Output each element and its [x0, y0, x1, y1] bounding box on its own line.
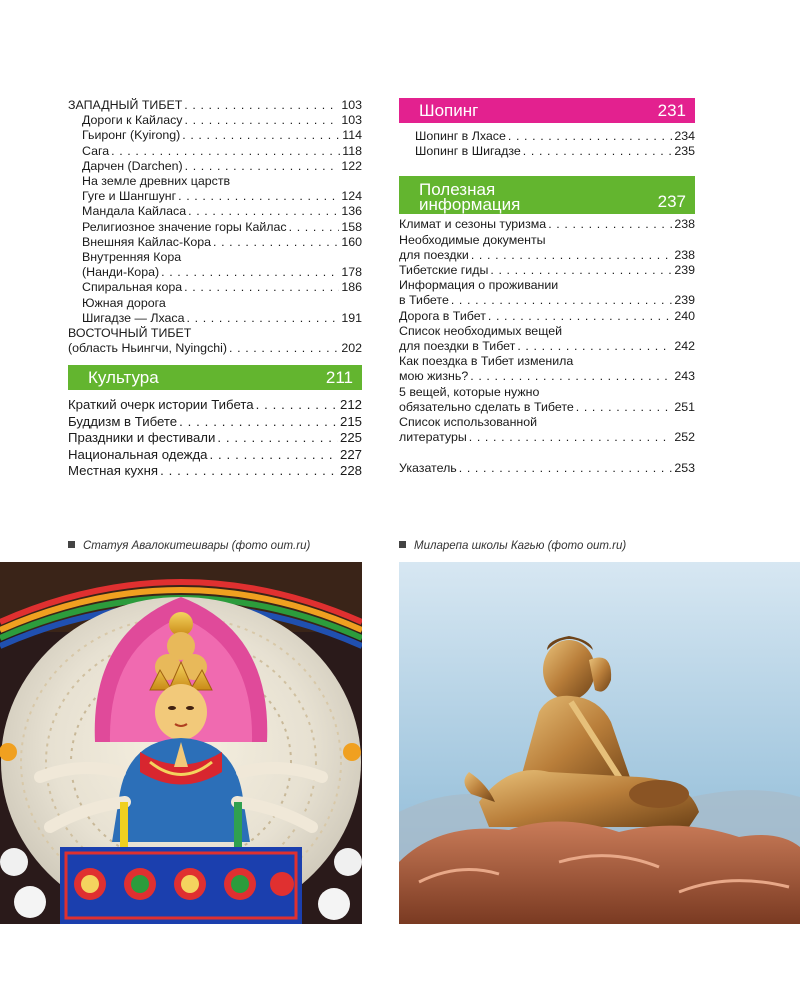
toc-entry-page: 239 [674, 293, 695, 308]
toc-entry[interactable] [415, 129, 695, 144]
toc-entry[interactable] [399, 430, 695, 445]
info-list [399, 217, 695, 445]
toc-entry-page: 160 [341, 234, 362, 249]
index-page: 253 [674, 461, 695, 476]
toc-entry[interactable] [68, 159, 362, 174]
toc-entry-line[interactable]: Список необходимых вещей [399, 323, 563, 338]
toc-entry[interactable] [399, 217, 695, 232]
leader-dots [160, 463, 338, 479]
toc-entry-title: Дорога в Тибет [399, 308, 486, 323]
culture-header-page: 211 [325, 367, 353, 387]
toc-entry-page: 103 [341, 113, 362, 128]
toc-entry-line[interactable]: Необходимые документы [399, 232, 546, 247]
leader-dots [179, 414, 338, 430]
toc-entry-title: Религиозное значение горы Кайлас [82, 219, 287, 234]
toc-entry-page: 251 [674, 399, 695, 414]
west-tibet-list [68, 98, 362, 356]
caption-bullet-icon [68, 541, 75, 548]
toc-entry[interactable] [68, 430, 362, 446]
toc-entry-title: в Тибете [399, 293, 449, 308]
leader-dots [213, 235, 339, 250]
toc-entry-title: Тибетские гиды [399, 263, 489, 278]
caption-right-text: Миларепа школы Кагью (фото oum.ru) [414, 540, 627, 552]
toc-entry[interactable] [399, 400, 695, 415]
toc-entry-page: 118 [342, 143, 362, 158]
shopping-list [399, 129, 695, 159]
toc-entry[interactable] [399, 339, 695, 354]
toc-entry-title: Гьиронг (Kyirong) [82, 128, 181, 143]
culture-header-label: Культура [88, 367, 159, 387]
info-header-label-line1: Полезная [419, 180, 496, 200]
toc-entry-page: 103 [341, 98, 362, 112]
info-header-label [419, 180, 521, 215]
toc-entry-title: Климат и сезоны туризма [399, 217, 547, 232]
toc-entry-page: 238 [674, 217, 695, 232]
milarepa-photo [399, 562, 800, 924]
shopping-header[interactable] [399, 98, 695, 123]
toc-entry-title: Сага [82, 143, 110, 158]
toc-entry-title: Праздники и фестивали [68, 430, 216, 446]
toc-entry[interactable] [399, 309, 695, 324]
toc-entry[interactable] [68, 280, 362, 295]
toc-entry[interactable] [415, 144, 695, 159]
toc-entry-line[interactable]: Информация о проживании [399, 278, 559, 293]
leader-dots [517, 339, 672, 354]
toc-entry-title: Буддизм в Тибете [68, 413, 178, 429]
toc-entry-title: мою жизнь? [399, 369, 469, 384]
toc-entry[interactable] [68, 189, 362, 204]
shopping-header-page: 231 [657, 100, 686, 120]
toc-entry-page: 227 [339, 446, 362, 462]
toc-entry-page: 243 [674, 369, 695, 384]
leader-dots [470, 369, 672, 384]
toc-entry-page: 124 [341, 189, 362, 204]
toc-entry-page: 238 [674, 247, 695, 262]
leader-dots [185, 113, 340, 128]
toc-entry[interactable] [399, 369, 695, 384]
toc-entry[interactable] [68, 341, 362, 356]
leader-dots [469, 430, 673, 445]
info-header-page: 237 [657, 192, 686, 212]
caption-left-text: Статуя Авалокитешвары (фото oum.ru) [83, 540, 311, 552]
toc-entry-title: Внешняя Кайлас-Кора [82, 234, 212, 249]
toc-entry[interactable] [68, 220, 362, 235]
toc-entry-line[interactable]: 5 вещей, которые нужно [399, 384, 540, 399]
leader-dots [523, 144, 673, 159]
toc-entry-title: Местная кухня [68, 463, 159, 479]
index-entry[interactable] [399, 461, 695, 476]
avalokiteshvara-illustration [0, 562, 362, 924]
toc-entry-page: 186 [341, 280, 362, 295]
toc-entry-page: 239 [674, 263, 695, 278]
toc-entry-title: Шопинг в Лхасе [415, 129, 506, 143]
toc-entry-title: Шигадзе — Лхаса [82, 310, 185, 325]
toc-entry[interactable] [68, 463, 362, 479]
toc-entry[interactable] [68, 311, 362, 326]
toc-entry-page: 191 [341, 310, 362, 325]
toc-entry[interactable] [68, 414, 362, 430]
toc-entry[interactable] [68, 98, 362, 113]
leader-dots [459, 461, 673, 476]
leader-dots [187, 311, 340, 326]
leader-dots [576, 400, 673, 415]
leader-dots [184, 98, 339, 113]
toc-entry[interactable] [399, 248, 695, 263]
toc-entry-title: ЗАПАДНЫЙ ТИБЕТ [68, 98, 183, 112]
leader-dots [178, 189, 339, 204]
leader-dots [508, 129, 672, 144]
leader-dots [217, 430, 338, 446]
toc-entry-line[interactable]: Как поездка в Тибет изменила [399, 354, 574, 369]
culture-list [68, 397, 362, 479]
toc-entry-page: 114 [342, 128, 362, 143]
leader-dots [471, 248, 673, 263]
toc-entry-page: 136 [341, 204, 362, 219]
leader-dots [548, 217, 672, 232]
toc-entry-title: Шопинг в Шигадзе [415, 144, 521, 159]
toc-entry-title: литературы [399, 430, 467, 445]
toc-entry[interactable] [68, 144, 362, 159]
info-header[interactable] [399, 176, 695, 214]
toc-entry-title: Гуге и Шангшунг [82, 189, 177, 204]
leader-dots [210, 447, 338, 463]
toc-entry-title: (область Ньингчи, Nyingchi) [68, 341, 228, 356]
toc-entry[interactable] [68, 113, 362, 128]
toc-right-column [399, 98, 695, 477]
toc-entry-page: 178 [341, 265, 362, 280]
milarepa-illustration [399, 562, 800, 924]
toc-entry-line[interactable]: Южная дорога [82, 295, 166, 310]
toc-entry-page: 122 [341, 158, 362, 173]
toc-left-column [68, 98, 362, 479]
leader-dots [256, 397, 338, 413]
toc-entry-page: 212 [339, 397, 362, 413]
toc-entry-title: Мандала Кайласа [82, 204, 187, 219]
toc-entry-line[interactable]: Внутренняя Кора [82, 250, 182, 265]
toc-entry-title: Национальная одежда [68, 446, 208, 462]
toc-entry[interactable] [68, 447, 362, 463]
info-header-label-line2: информация [419, 195, 521, 215]
toc-entry-title: Дарчен (Darchen) [82, 158, 183, 173]
leader-dots [182, 128, 340, 143]
toc-entry-title: Спиральная кора [82, 280, 183, 295]
toc-entry-page: 215 [339, 413, 362, 429]
toc-entry-title: Дороги к Кайласу [82, 113, 183, 128]
toc-entry-line[interactable]: Список использованной [399, 415, 538, 430]
toc-entry-page: 240 [674, 308, 695, 323]
leader-dots [488, 309, 672, 324]
toc-entry[interactable] [68, 397, 362, 413]
leader-dots [161, 265, 339, 280]
toc-entry-page: 228 [339, 463, 362, 479]
toc-entry[interactable] [68, 204, 362, 219]
toc-entry-page: 158 [341, 219, 362, 234]
shopping-header-label: Шопинг [419, 100, 479, 120]
toc-entry[interactable] [68, 128, 362, 143]
culture-header[interactable] [68, 365, 362, 390]
toc-entry-page: 252 [674, 430, 695, 445]
leader-dots [451, 293, 672, 308]
leader-dots [490, 263, 672, 278]
leader-dots [185, 159, 340, 174]
toc-entry-page: 234 [674, 129, 695, 143]
toc-entry-page: 225 [339, 430, 362, 446]
caption-bullet-icon [399, 541, 406, 548]
toc-entry-line[interactable]: ВОСТОЧНЫЙ ТИБЕТ [68, 326, 192, 341]
leader-dots [111, 144, 340, 159]
avalokiteshvara-photo [0, 562, 362, 924]
leader-dots [289, 220, 340, 235]
toc-entry-title: обязательно сделать в Тибете [399, 399, 574, 414]
toc-entry-title: Краткий очерк истории Тибета [68, 397, 254, 413]
toc-entry[interactable] [399, 293, 695, 308]
leader-dots [188, 204, 339, 219]
toc-entry[interactable] [68, 265, 362, 280]
toc-entry-page: 235 [674, 144, 695, 159]
toc-entry-title: для поездки в Тибет [399, 339, 516, 354]
caption-right [399, 540, 626, 552]
leader-dots [229, 341, 339, 356]
index-title: Указатель [399, 461, 457, 476]
toc-entry[interactable] [68, 235, 362, 250]
leader-dots [184, 280, 339, 295]
toc-entry-line[interactable]: На земле древних царств [82, 174, 231, 189]
toc-entry-page: 202 [341, 341, 362, 356]
toc-entry-page: 242 [674, 339, 695, 354]
toc-entry-title: (Нанди-Кора) [82, 265, 160, 280]
caption-left [68, 540, 310, 552]
toc-entry-title: для поездки [399, 247, 469, 262]
toc-entry[interactable] [399, 263, 695, 278]
